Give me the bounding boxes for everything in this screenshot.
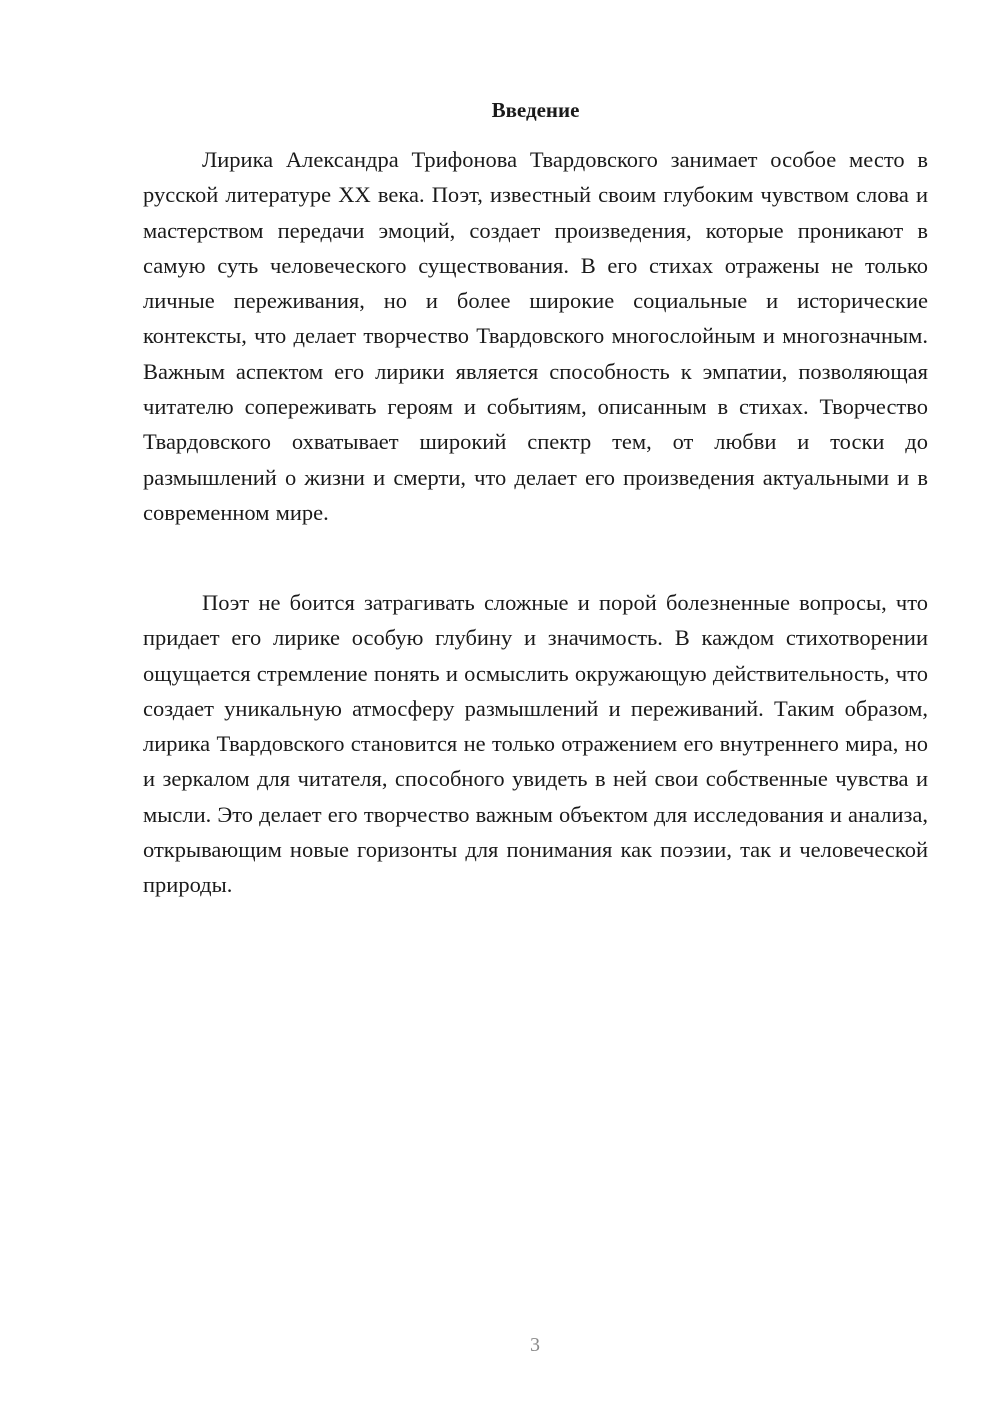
page-number: 3 bbox=[530, 1334, 540, 1356]
paragraph-1: Лирика Александра Трифонова Твардовского занимает особое место в русской литературе XX века. Поэт, известный своим глубоким чувством слова и мастерством передачи эмоций, создает произведения, которые проникают в самую суть человеческого существования. В его стихах отражены не только личные переживания, но и более широкие социальные и исторические контексты, что делает творчество Твардовского многослойным и многозначным. Важным аспектом его лирики является способность к эмпатии, позволяющая читателю сопереживать героям и событиям, описанным в стихах. Творчество Твардовского охватывает широкий спектр тем, от любви и тоски до размышлений о жизни и смерти, что делает его произведения актуальными и в современном мире. bbox=[143, 147, 928, 525]
section-heading: Введение bbox=[491, 98, 580, 122]
paragraph-2: Поэт не боится затрагивать сложные и порой болезненные вопросы, что придает его лирике особую глубину и значимость. В каждом стихотворении ощущается стремление понять и осмыслить окружающую действительность, что создает уникальную атмосферу размышлений и переживаний. Таким образом, лирика Твардовского становится не только отражением его внутреннего мира, но и зеркалом для читателя, способного увидеть в ней свои собственные чувства и мысли. Это делает его творчество важным объектом для исследования и анализа, открывающим новые горизонты для понимания как поэзии, так и человеческой природы. bbox=[143, 590, 928, 898]
